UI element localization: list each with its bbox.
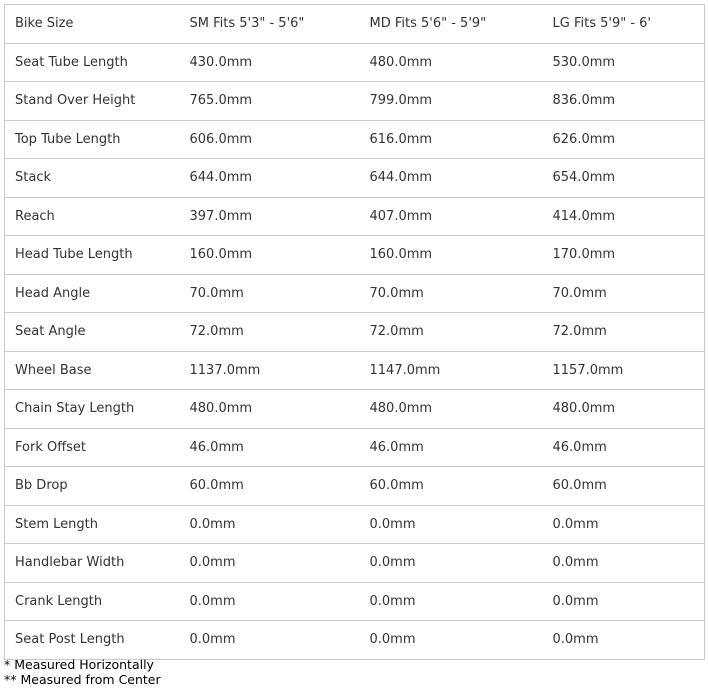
table-row: [5, 505, 705, 544]
row-label: Stack: [5, 159, 180, 198]
cell-lg: 654.0mm: [543, 159, 705, 198]
cell-sm: 70.0mm: [180, 274, 360, 313]
header-size-md: MD Fits 5'6" - 5'9": [360, 5, 543, 44]
row-label: Head Tube Length: [5, 236, 180, 275]
footnotes: [4, 658, 161, 687]
geometry-table: [4, 4, 705, 660]
header-size-lg: LG Fits 5'9" - 6': [543, 5, 705, 44]
cell-sm: 480.0mm: [180, 390, 360, 429]
table-row: [5, 236, 705, 275]
cell-sm: 0.0mm: [180, 582, 360, 621]
row-label: Top Tube Length: [5, 120, 180, 159]
cell-sm: 765.0mm: [180, 82, 360, 121]
cell-lg: 626.0mm: [543, 120, 705, 159]
cell-lg: 72.0mm: [543, 313, 705, 352]
row-label: Stem Length: [5, 505, 180, 544]
table-row: [5, 159, 705, 198]
row-label: Fork Offset: [5, 428, 180, 467]
table-row: [5, 43, 705, 82]
cell-sm: 0.0mm: [180, 505, 360, 544]
cell-sm: 397.0mm: [180, 197, 360, 236]
cell-md: 60.0mm: [360, 467, 543, 506]
cell-md: 1147.0mm: [360, 351, 543, 390]
header-bike-size: Bike Size: [5, 5, 180, 44]
cell-sm: 0.0mm: [180, 544, 360, 583]
cell-lg: 60.0mm: [543, 467, 705, 506]
table-row: [5, 120, 705, 159]
cell-md: 0.0mm: [360, 582, 543, 621]
cell-lg: 0.0mm: [543, 582, 705, 621]
table-row: [5, 197, 705, 236]
cell-lg: 70.0mm: [543, 274, 705, 313]
table-row: [5, 82, 705, 121]
row-label: Handlebar Width: [5, 544, 180, 583]
cell-sm: 644.0mm: [180, 159, 360, 198]
row-label: Seat Post Length: [15, 632, 125, 648]
cell-lg: 530.0mm: [543, 43, 705, 82]
cell-md: 0.0mm: [369, 632, 416, 648]
cell-sm: 0.0mm: [189, 632, 236, 648]
cell-lg: 836.0mm: [543, 82, 705, 121]
footnote-horizontal: * Measured Horizontally: [4, 657, 154, 672]
footnote-center: ** Measured from Center: [4, 671, 161, 687]
cell-lg: 0.0mm: [552, 632, 599, 648]
row-label: Stand Over Height: [5, 82, 180, 121]
table-row: [5, 582, 705, 621]
table-row: [5, 467, 705, 506]
row-label: Crank Length: [5, 582, 180, 621]
cell-sm: 60.0mm: [180, 467, 360, 506]
header-size-sm: SM Fits 5'3" - 5'6": [180, 5, 360, 44]
cell-md: 799.0mm: [360, 82, 543, 121]
cell-md: 644.0mm: [360, 159, 543, 198]
cell-sm: 606.0mm: [180, 120, 360, 159]
cell-sm: 430.0mm: [180, 43, 360, 82]
table-row: [5, 313, 705, 352]
table-row: [5, 621, 705, 660]
cell-lg: 1157.0mm: [543, 351, 705, 390]
cell-md: 407.0mm: [360, 197, 543, 236]
row-label: Seat Tube Length: [5, 43, 180, 82]
cell-md: 160.0mm: [360, 236, 543, 275]
row-label: Wheel Base: [5, 351, 180, 390]
cell-md: 616.0mm: [360, 120, 543, 159]
cell-md: 72.0mm: [360, 313, 543, 352]
cell-lg: 46.0mm: [543, 428, 705, 467]
cell-lg: 414.0mm: [543, 197, 705, 236]
table-header-row: [5, 5, 705, 44]
table-row: [5, 428, 705, 467]
cell-md: 0.0mm: [360, 505, 543, 544]
cell-md: 46.0mm: [360, 428, 543, 467]
row-label: Head Angle: [5, 274, 180, 313]
table-row: [5, 390, 705, 429]
row-label: Reach: [5, 197, 180, 236]
cell-lg: 0.0mm: [543, 505, 705, 544]
cell-sm: 72.0mm: [180, 313, 360, 352]
table-row: [5, 274, 705, 313]
row-label: Bb Drop: [5, 467, 180, 506]
cell-sm: 160.0mm: [180, 236, 360, 275]
table-row: [5, 544, 705, 583]
row-label: Chain Stay Length: [5, 390, 180, 429]
cell-md: 70.0mm: [360, 274, 543, 313]
cell-lg: 170.0mm: [543, 236, 705, 275]
cell-md: 480.0mm: [360, 43, 543, 82]
cell-sm: 1137.0mm: [180, 351, 360, 390]
cell-lg: 480.0mm: [543, 390, 705, 429]
cell-md: 0.0mm: [360, 544, 543, 583]
row-label: Seat Angle: [5, 313, 180, 352]
table-row: [5, 351, 705, 390]
cell-sm: 46.0mm: [180, 428, 360, 467]
cell-lg: 0.0mm: [543, 544, 705, 583]
cell-md: 480.0mm: [360, 390, 543, 429]
